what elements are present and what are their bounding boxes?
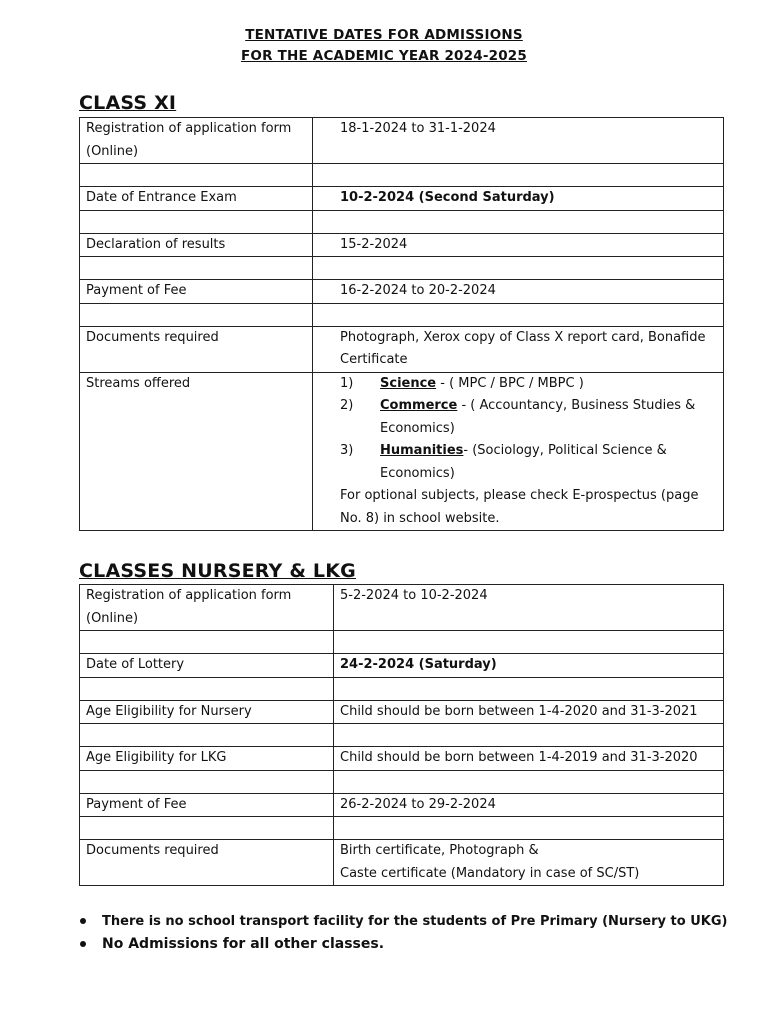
- spacer-row: [80, 303, 724, 326]
- documents-line: Caste certificate (Mandatory in case of SC/ST): [340, 865, 640, 881]
- streams-cell: [313, 372, 724, 531]
- entrance-exam-label: Date of Entrance Exam: [80, 187, 313, 211]
- spacer-row: [80, 210, 724, 233]
- notes-list: [79, 910, 727, 956]
- spacer-row: [80, 770, 724, 793]
- spacer-row: [80, 257, 724, 280]
- stream-name: Humanities: [380, 443, 464, 458]
- age-lkg-label: Age Eligibility for LKG: [80, 747, 334, 771]
- table-row: [80, 372, 724, 531]
- documents-value: Photograph, Xerox copy of Class X report card, Bonafide Certificate: [313, 326, 724, 372]
- age-nursery-value: Child should be born between 1-4-2020 and 31-3-2021: [334, 700, 724, 724]
- streams-label: Streams offered: [80, 372, 313, 531]
- registration-value: 18-1-2024 to 31-1-2024: [313, 118, 724, 164]
- registration-label: Registration of application form (Online): [80, 118, 313, 164]
- stream-detail: - ( Accountancy, Business Studies & Economics): [380, 398, 696, 436]
- documents-line: Birth certificate, Photograph &: [340, 843, 539, 858]
- optional-subjects-note: For optional subjects, please check E-prospectus (page No. 8) in school website.: [340, 488, 699, 526]
- spacer-row: [80, 164, 724, 187]
- age-lkg-value: Child should be born between 1-4-2019 and 31-3-2020: [334, 747, 724, 771]
- table-row: [80, 585, 724, 631]
- documents-value: [334, 840, 724, 886]
- registration-value: 5-2-2024 to 10-2-2024: [334, 585, 724, 631]
- stream-item: [340, 440, 717, 485]
- table-row: [80, 654, 724, 678]
- table-row: [80, 280, 724, 304]
- fee-label: Payment of Fee: [80, 280, 313, 304]
- lottery-value: 24-2-2024 (Saturday): [334, 654, 724, 678]
- spacer-row: [80, 724, 724, 747]
- stream-number: 3): [340, 443, 354, 458]
- entrance-exam-value: 10-2-2024 (Second Saturday): [313, 187, 724, 211]
- document-title-line-1: TENTATIVE DATES FOR ADMISSIONS: [245, 27, 523, 43]
- fee-value: 16-2-2024 to 20-2-2024: [313, 280, 724, 304]
- stream-name: Science: [380, 375, 437, 391]
- stream-item: [340, 395, 717, 440]
- stream-detail: - (Sociology, Political Science & Economics): [380, 443, 667, 481]
- table-row: [80, 187, 724, 211]
- table-row: [80, 326, 724, 372]
- results-label: Declaration of results: [80, 233, 313, 257]
- table-row: [80, 747, 724, 771]
- stream-number: 1): [340, 375, 354, 391]
- class-xi-heading: CLASS XI: [79, 92, 177, 114]
- stream-item: [340, 373, 717, 396]
- age-nursery-label: Age Eligibility for Nursery: [80, 700, 334, 724]
- lottery-label: Date of Lottery: [80, 654, 334, 678]
- results-value: 15-2-2024: [313, 233, 724, 257]
- document-title-line-2: FOR THE ACADEMIC YEAR 2024-2025: [240, 48, 527, 64]
- table-row: [80, 700, 724, 724]
- stream-detail: - ( MPC / BPC / MBPC ): [436, 375, 584, 391]
- fee-label: Payment of Fee: [80, 793, 334, 817]
- stream-name: Commerce: [380, 398, 458, 413]
- note-no-admissions: No Admissions for all other classes.: [79, 933, 727, 956]
- stream-number: 2): [340, 398, 354, 413]
- table-row: [80, 840, 724, 886]
- registration-label: Registration of application form (Online): [80, 585, 334, 631]
- table-row: [80, 793, 724, 817]
- spacer-row: [80, 677, 724, 700]
- nursery-lkg-heading: CLASSES NURSERY & LKG: [79, 560, 356, 582]
- nursery-lkg-table: [79, 584, 724, 886]
- spacer-row: [80, 817, 724, 840]
- table-row: [80, 233, 724, 257]
- documents-label: Documents required: [80, 840, 334, 886]
- fee-value: 26-2-2024 to 29-2-2024: [334, 793, 724, 817]
- spacer-row: [80, 631, 724, 654]
- documents-label: Documents required: [80, 326, 313, 372]
- table-row: [80, 118, 724, 164]
- class-xi-table: [79, 117, 724, 531]
- note-transport: There is no school transport facility for the students of Pre Primary (Nursery to UKG): [79, 910, 727, 933]
